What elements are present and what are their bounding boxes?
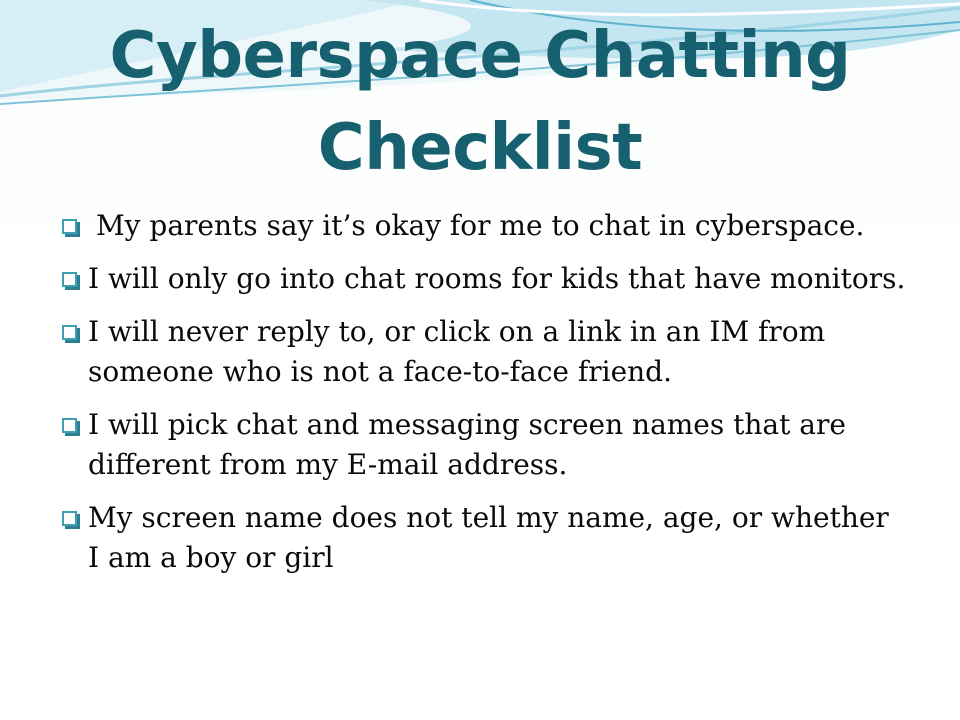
checkbox-bullet-icon	[62, 272, 77, 287]
list-item-text: My screen name does not tell my name, age, or whether I am a boy or girl	[88, 501, 889, 574]
list-item	[58, 206, 908, 246]
list-item-text: I will never reply to, or click on a link in an IM from someone who is not a face-to-face friend.	[88, 315, 826, 388]
checkbox-bullet-icon	[62, 219, 77, 234]
list-item-text: I will pick chat and messaging screen names that are different from my E-mail address.	[88, 408, 846, 481]
list-item-text: I will only go into chat rooms for kids that have monitors.	[88, 262, 906, 295]
list-item	[58, 405, 908, 485]
checkbox-bullet-icon	[62, 511, 77, 526]
checklist	[58, 206, 908, 591]
list-item-text: My parents say it’s okay for me to chat in cyberspace.	[96, 209, 865, 242]
list-item	[58, 312, 908, 392]
page-title: Cyberspace Chatting Checklist	[109, 19, 851, 185]
checkbox-bullet-icon	[62, 418, 77, 433]
list-item	[58, 259, 908, 299]
list-item	[58, 498, 908, 578]
checkbox-bullet-icon	[62, 325, 77, 340]
